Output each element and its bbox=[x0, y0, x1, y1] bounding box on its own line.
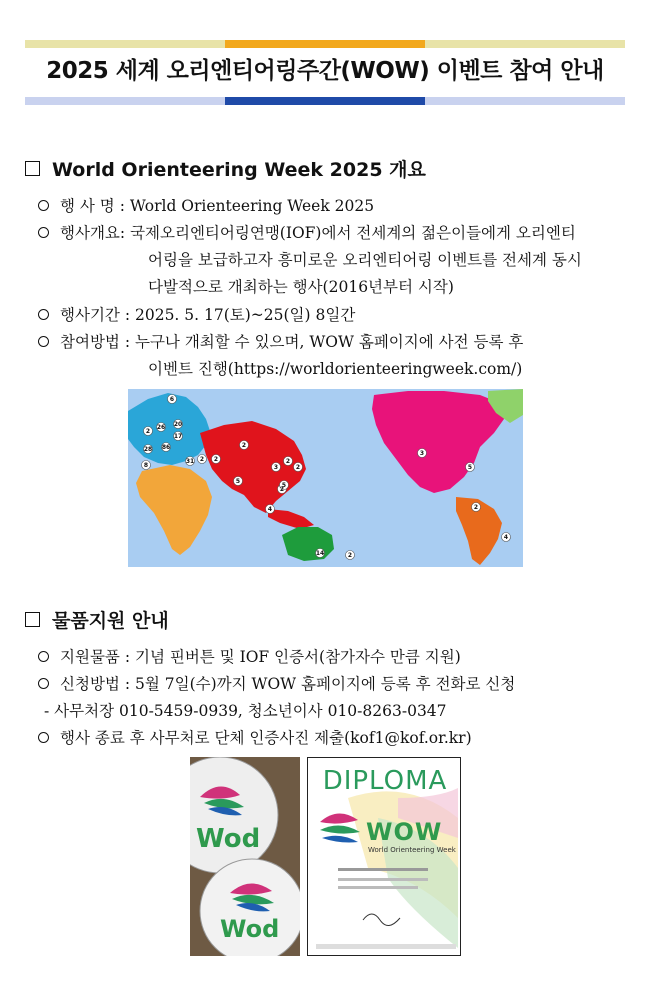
bullet-circle-icon bbox=[38, 227, 49, 238]
checkbox-icon bbox=[25, 612, 40, 627]
checkbox-icon bbox=[25, 161, 40, 176]
item-event-name-label: 행 사 명 : bbox=[60, 197, 125, 215]
map-marker-label: 5 bbox=[467, 464, 473, 471]
map-marker-label: 6 bbox=[169, 396, 175, 403]
diploma-image bbox=[307, 757, 461, 956]
title-bottom-accent bbox=[225, 97, 425, 105]
bullet-circle-icon bbox=[38, 336, 49, 347]
bullet-circle-icon bbox=[38, 651, 49, 662]
section-support-heading-text: 물품지원 안내 bbox=[52, 610, 169, 632]
diploma-title: DIPLOMA bbox=[322, 766, 448, 796]
item-method bbox=[38, 331, 523, 353]
map-marker-label: 2 bbox=[213, 456, 219, 463]
item-goods-label: 지원물품 : bbox=[60, 648, 131, 666]
item-summary-value-line1: 국제오리엔티어링연맹(IOF)에서 전세계의 젊은이들에게 오리엔티 bbox=[130, 224, 576, 242]
item-event-name bbox=[38, 195, 374, 217]
diploma-wow-logo: WOW bbox=[366, 818, 443, 846]
item-method-value-line2: 이벤트 진행(https://worldorienteeringweek.com/) bbox=[148, 360, 523, 378]
map-marker-label: 26 bbox=[156, 424, 166, 431]
map-marker-label: 8 bbox=[143, 462, 149, 469]
bullet-circle-icon bbox=[38, 732, 49, 743]
map-marker-label: 5 bbox=[281, 482, 287, 489]
item-period-label: 행사기간 : bbox=[60, 306, 131, 324]
map-marker-label: 2 bbox=[285, 458, 291, 465]
item-method-value-line1: 누구나 개최할 수 있으며, WOW 홈페이지에 사전 등록 후 bbox=[134, 333, 524, 351]
item-period bbox=[38, 304, 355, 326]
map-marker-label: 2 bbox=[241, 442, 247, 449]
map-marker-label: 28 bbox=[143, 446, 153, 453]
map-marker-label: 2 bbox=[279, 486, 285, 493]
item-event-name-value: World Orienteering Week 2025 bbox=[129, 197, 375, 215]
title-top-accent bbox=[225, 40, 425, 48]
map-marker-label: 3 bbox=[273, 464, 279, 471]
document-title: 2025 세계 오리엔티어링주간(WOW) 이벤트 참여 안내 bbox=[46, 58, 604, 84]
bullet-circle-icon bbox=[38, 678, 49, 689]
item-photo-submit-value: 행사 종료 후 사무처로 단체 인증사진 제출(kof1@kof.or.kr) bbox=[60, 729, 472, 747]
pin-buttons-image bbox=[190, 757, 300, 956]
map-marker-label: 2 bbox=[295, 464, 301, 471]
item-method-label: 참여방법 : bbox=[60, 333, 131, 351]
item-contact: - 사무처장 010-5459-0939, 청소년이사 010-8263-0347 bbox=[44, 702, 447, 720]
diploma-subtitle: World Orienteering Week bbox=[368, 846, 456, 854]
map-marker-label: 17 bbox=[173, 433, 183, 440]
map-marker-label: 86 bbox=[161, 444, 171, 451]
item-summary-value-line2: 어링을 보급하고자 흥미로운 오리엔티어링 이벤트를 전세계 동시 bbox=[148, 251, 582, 269]
item-summary-value-line3: 다발적으로 개최하는 행사(2016년부터 시작) bbox=[148, 278, 454, 296]
map-marker-label: 2 bbox=[347, 552, 353, 559]
item-period-value: 2025. 5. 17(토)~25(일) 8일간 bbox=[134, 306, 356, 324]
item-summary bbox=[38, 222, 576, 244]
map-marker-label: 2 bbox=[199, 456, 205, 463]
item-photo-submit bbox=[38, 727, 472, 749]
map-marker-label: 2 bbox=[145, 428, 151, 435]
bullet-circle-icon bbox=[38, 309, 49, 320]
pin-button-text-bottom: Wod bbox=[220, 915, 280, 943]
map-marker-label: 4 bbox=[503, 534, 509, 541]
item-goods-value: 기념 핀버튼 및 IOF 인증서(참가자수 만큼 지원) bbox=[134, 648, 461, 666]
map-marker-label: 3 bbox=[419, 450, 425, 457]
map-marker-label: 5 bbox=[235, 478, 241, 485]
item-goods bbox=[38, 646, 461, 668]
bullet-circle-icon bbox=[38, 200, 49, 211]
section-overview-heading-text: World Orienteering Week 2025 개요 bbox=[52, 159, 426, 181]
map-marker-label: 14 bbox=[315, 550, 325, 557]
map-marker-label: 31 bbox=[185, 458, 195, 465]
world-map bbox=[128, 389, 523, 567]
item-apply bbox=[38, 673, 515, 695]
map-marker-label: 20 bbox=[173, 421, 183, 428]
pin-button-text-top: Wod bbox=[196, 824, 261, 854]
map-marker-label: 2 bbox=[473, 504, 479, 511]
item-apply-label: 신청방법 : bbox=[60, 675, 131, 693]
pin-button-photo bbox=[190, 757, 300, 956]
map-marker-label: 4 bbox=[267, 506, 273, 513]
section-overview-heading bbox=[25, 155, 426, 182]
item-apply-value: 5월 7일(수)까지 WOW 홈페이지에 등록 후 전화로 신청 bbox=[134, 675, 516, 693]
section-support-heading bbox=[25, 606, 169, 633]
item-summary-label: 행사개요: bbox=[60, 224, 126, 242]
title-bottom-bar bbox=[25, 97, 625, 105]
title-top-bar bbox=[25, 40, 625, 48]
